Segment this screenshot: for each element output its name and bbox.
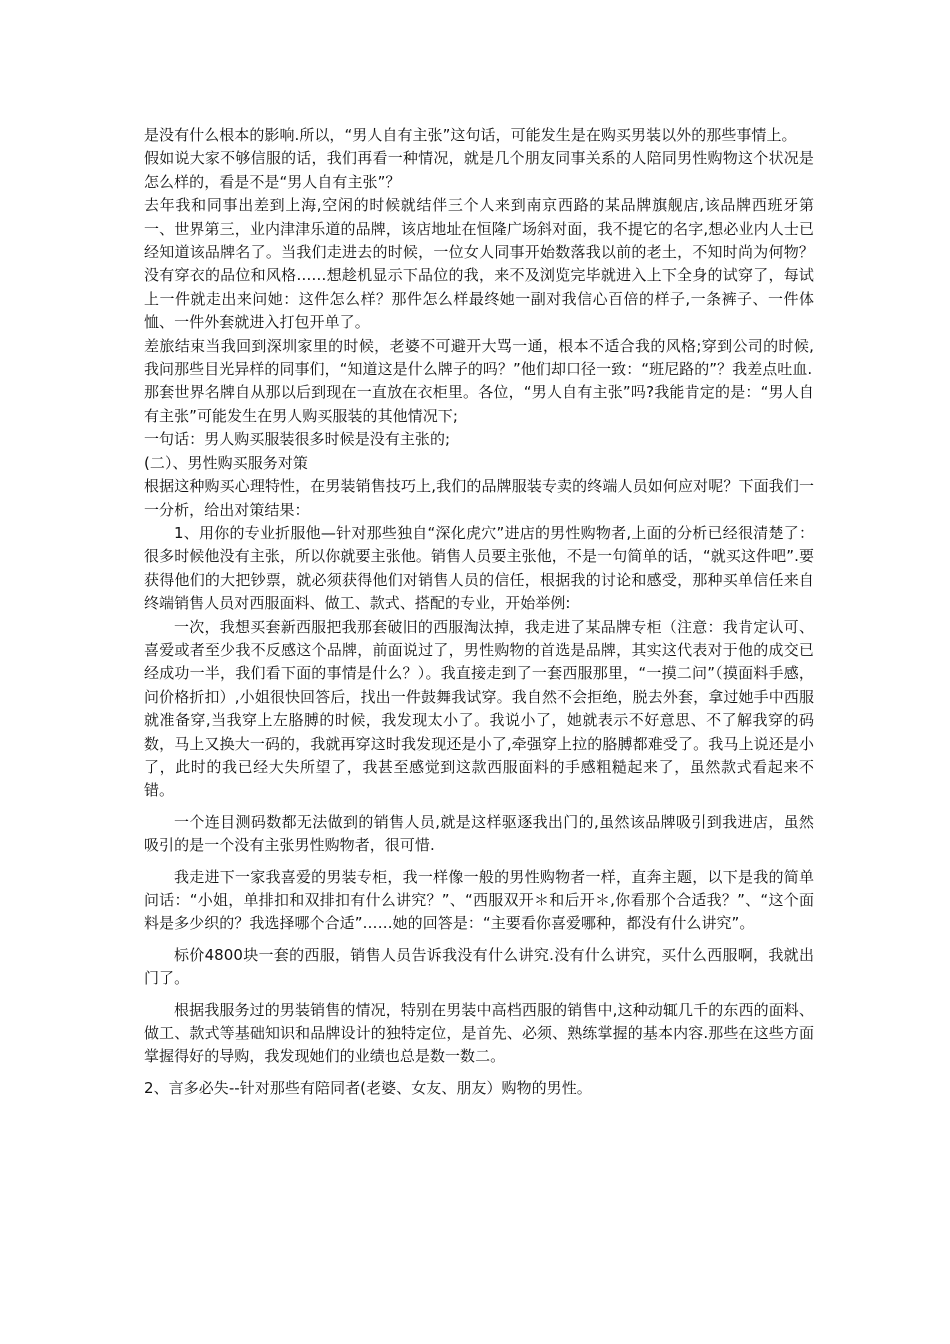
paragraph: 一句话：男人购买服装很多时候是没有主张的; (144, 430, 451, 449)
paragraph: 标价4800块一套的西服，销售人员告诉我没有什么讲究.没有什么讲究，买什么西服啊，我就出门了。 (144, 945, 814, 988)
paragraph: 1、用你的专业折服他—针对那些独自“深化虎穴”进店的男性购物者,上面的分析已经很清楚了：很多时候他没有主张，所以你就要主张他。销售人员要主张他，不是一句简单的话，“就买这件吧”.要获得他们的大把钞票，就必须获得他们对销售人员的信任，根据我的讨论和感受，那种买单信任来自终端销售人员对西服面料、做工、款式、搭配的专业，开始举例: (144, 523, 814, 613)
section-heading: (二）、男性购买服务对策 (144, 453, 308, 472)
paragraph: 一个连目测码数都无法做到的销售人员,就是这样驱逐我出门的,虽然该品牌吸引到我进店，虽然吸引的是一个没有主张男性购物者，很可惜. (144, 812, 814, 855)
paragraph: 去年我和同事出差到上海,空闲的时候就结伴三个人来到南京西路的某品牌旗舰店,该品牌西班牙第一、世界第三，业内津津乐道的品牌，该店地址在恒隆广场斜对面，我不提它的名字,想必业内人士已经知道该品牌名了。当我们走进去的时候，一位女人同事开始数落我以前的老土，不知时尚为何物？没有穿衣的品位和风格……想趁机显示下品位的我，来不及浏览完毕就进入上下全身的试穿了，每试上一件就走出来问她：这件怎么样？那件怎么样最终她一副对我信心百倍的样子,一条裤子、一件体恤、一件外套就进入打包开单了。 (144, 196, 814, 332)
section-heading: 2、言多必失--针对那些有陪同者(老婆、女友、朋友）购物的男性。 (144, 1078, 592, 1097)
paragraph: 差旅结束当我回到深圳家里的时候，老婆不可避开大骂一通，根本不适合我的风格;穿到公司的时候,我问那些目光异样的同事们，“知道这是什么牌子的吗？”他们却口径一致：“班尼路的”？我差点吐血. (144, 336, 814, 379)
paragraph: 根据这种购买心理特性，在男装销售技巧上,我们的品牌服装专卖的终端人员如何应对呢？下面我们一一分析，给出对策结果： (144, 477, 814, 519)
paragraph: 是没有什么根本的影响.所以，“男人自有主张”这句话，可能发生是在购买男装以外的那些事情上。 (144, 126, 797, 144)
paragraph: 那套世界名牌自从那以后到现在一直放在衣柜里。各位，“男人自有主张”吗?我能肯定的是：“男人自有主张”可能发生在男人购买服装的其他情况下; (144, 383, 814, 425)
paragraph: 我走进下一家我喜爱的男装专柜，我一样像一般的男性购物者一样，直奔主题，以下是我的简单问话：“小姐，单排扣和双排扣有什么讲究？”、“西服双开＊和后开＊,你看那个合适我？”、“这个面料是多少织的？我选择哪个合适”……她的回答是：“主要看你喜爱哪种，都没有什么讲究”。 (144, 867, 814, 933)
paragraph: 假如说大家不够信服的话，我们再看一种情况，就是几个朋友同事关系的人陪同男性购物这个状况是怎么样的，看是不是“男人自有主张”？ (144, 149, 814, 191)
document-page (144, 124, 814, 1100)
paragraph: 一次，我想买套新西服把我那套破旧的西服淘汰掉，我走进了某品牌专柜（注意：我肯定认可、喜爱或者至少我不反感这个品牌，前面说过了，男性购物的首选是品牌，其实这代表对于他的成交已经成功一半，我们看下面的事情是什么？）。我直接走到了一套西服那里，“一摸二问”（摸面料手感，问价格折扣）,小姐很快回答后，找出一件鼓舞我试穿。我自然不会拒绝，脱去外套，拿过她手中西服就准备穿,当我穿上左胳膊的时候，我发现太小了。我说小了，她就表示不好意思、不了解我穿的码数，马上又换大一码的，我就再穿这时我发现还是小了,牵强穿上拉的胳膊都难受了。我马上说还是小了，此时的我已经大失所望了，我甚至感觉到这款西服面料的手感粗糙起来了，虽然款式看起来不错。 (144, 617, 814, 800)
paragraph: 根据我服务过的男装销售的情况，特别在男装中高档西服的销售中,这种动辄几千的东西的面料、做工、款式等基础知识和品牌设计的独特定位，是首先、必须、熟练掌握的基本内容.那些在这些方面掌握得好的导购，我发现她们的业绩也总是数一数二。 (144, 1000, 814, 1066)
